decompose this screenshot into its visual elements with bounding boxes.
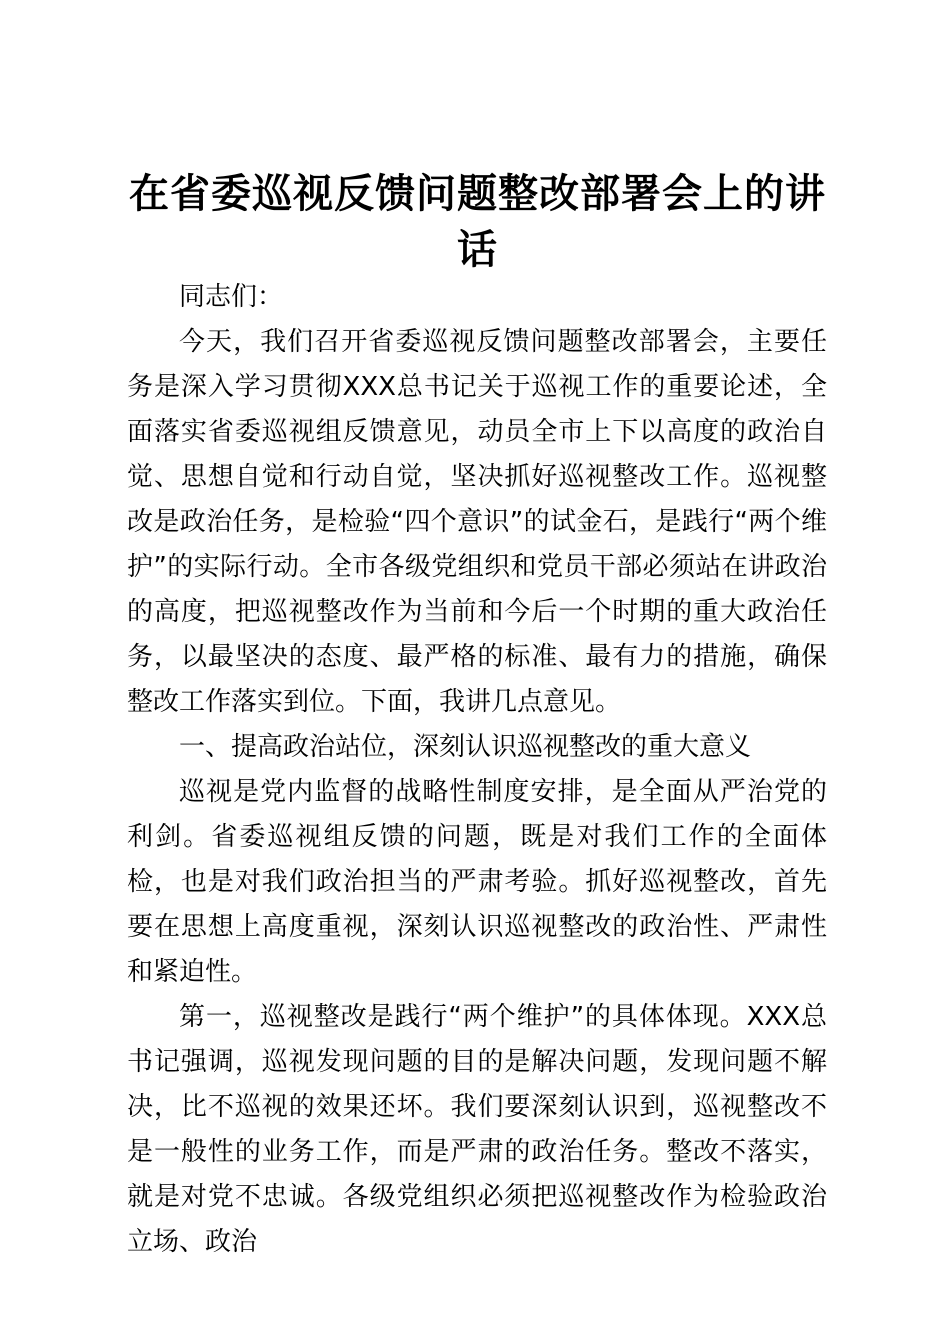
title-line-2: 话: [457, 226, 498, 273]
section-heading-1: 一、提高政治站位，深刻认识巡视整改的重大意义: [179, 732, 752, 762]
paragraph-point-1: 第一，巡视整改是践行“两个维护”的具体体现。XXX总书记强调，巡视发现问题的目的是解决问题，发现问题不解决，比不巡视的效果还坏。我们要深刻认识到，巡视整改不是一般性的业务工作，而是严肃的政治任务。整改不落实，就是对党不忠诚。各级党组织必须把巡视整改作为检验政治立场、政治: [127, 1002, 827, 1257]
title-line-1: 在省委巡视反馈问题整改部署会上的讲: [129, 170, 826, 217]
document-title: [120, 166, 835, 278]
paragraph-intro: 今天，我们召开省委巡视反馈问题整改部署会，主要任务是深入学习贯彻XXX总书记关于巡视工作的重要论述，全面落实省委巡视组反馈意见，动员全市上下以高度的政治自觉、思想自觉和行动自觉，坚决抓好巡视整改工作。巡视整改是政治任务，是检验“四个意识”的试金石，是践行“两个维护”的实际行动。全市各级党组织和党员干部必须站在讲政治的高度，把巡视整改作为当前和今后一个时期的重大政治任务，以最坚决的态度、最严格的标准、最有力的措施，确保整改工作落实到位。下面，我讲几点意见。: [127, 327, 827, 717]
salutation: 同志们：: [179, 282, 284, 312]
paragraph-section-1: 巡视是党内监督的战略性制度安排，是全面从严治党的利剑。省委巡视组反馈的问题，既是对我们工作的全面体检，也是对我们政治担当的严肃考验。抓好巡视整改，首先要在思想上高度重视，深刻认识巡视整改的政治性、严肃性和紧迫性。: [127, 777, 827, 987]
document-body: [127, 275, 827, 1265]
